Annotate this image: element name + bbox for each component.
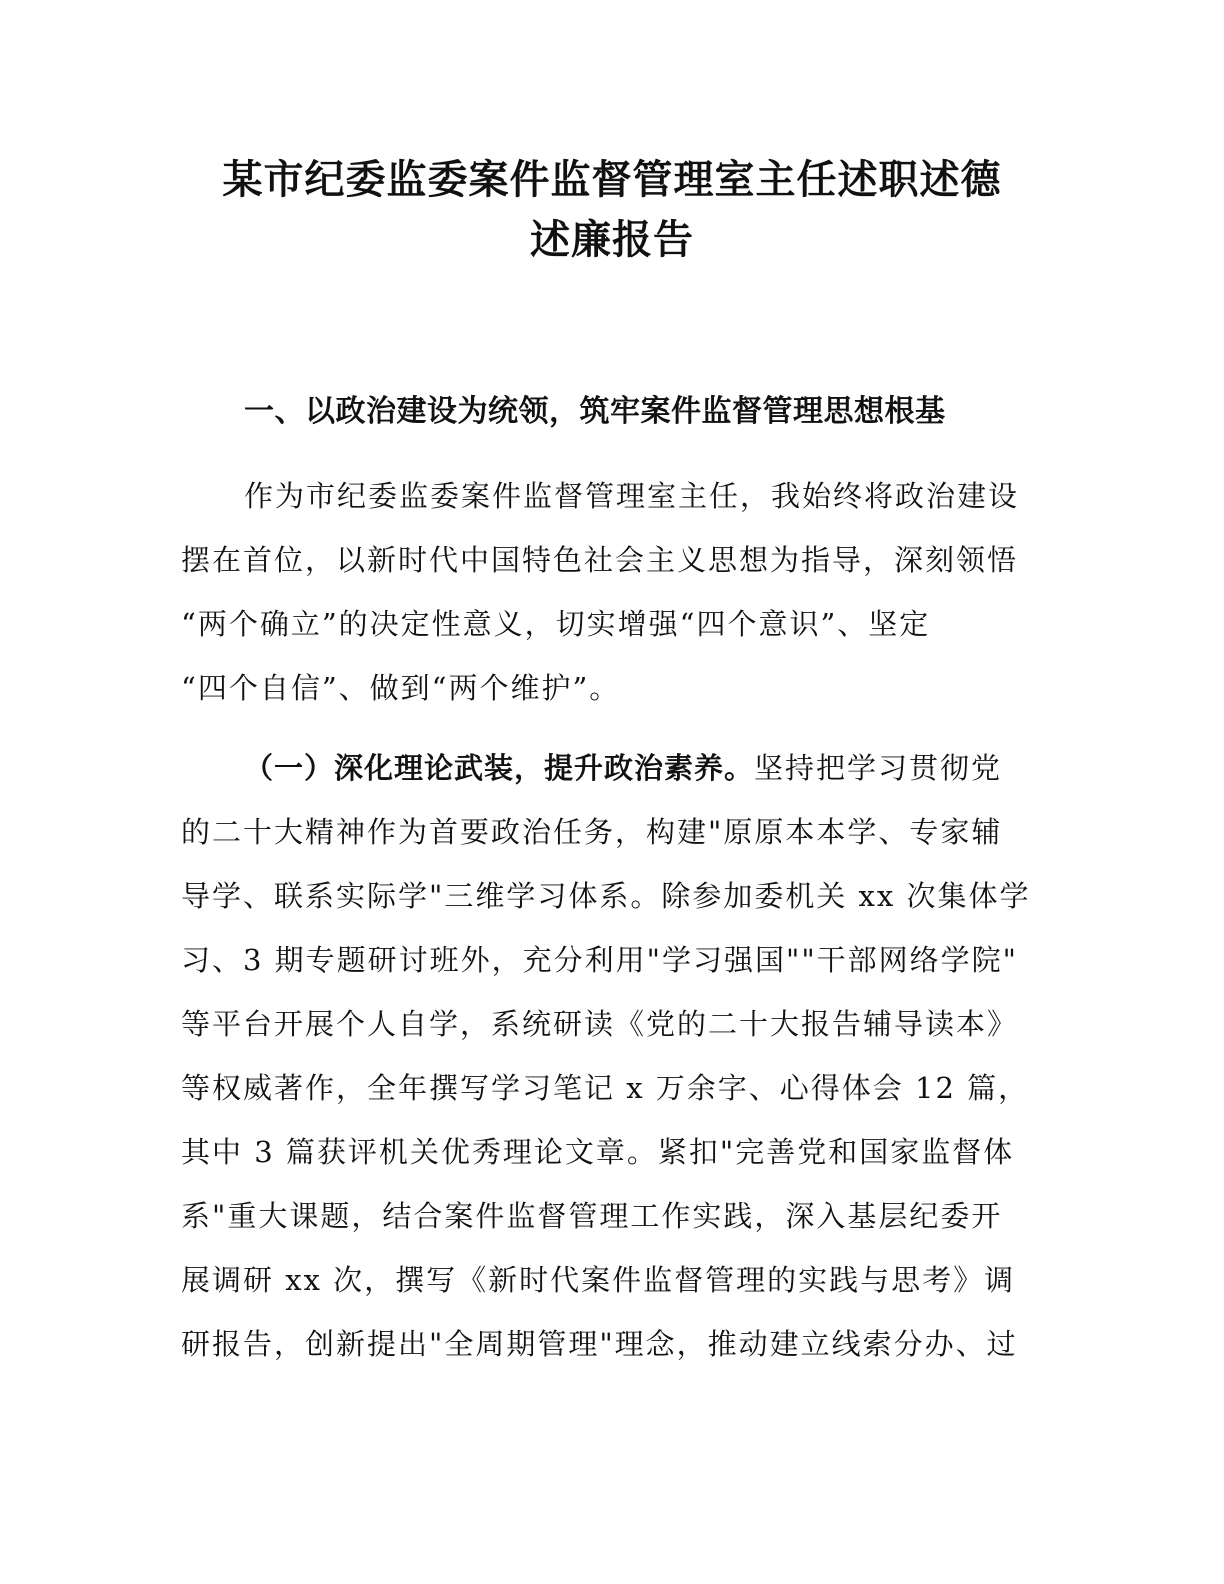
paragraph-line: 导学、联系实际学"三维学习体系。除参加委机关 xx 次集体学	[181, 879, 1031, 913]
paragraph-line: 等平台开展个人自学，系统研读《党的二十大报告辅导读本》	[181, 1007, 1019, 1041]
paragraph-line: 习、3 期专题研讨班外，充分利用"学习强国""干部网络学院"	[181, 943, 1019, 977]
paragraph-text: 坚持把学习贯彻党	[754, 751, 1003, 785]
subsection-lead: （一）深化理论武装，提升政治素养。	[244, 751, 755, 785]
paragraph-line: “两个确立”的决定性意义，切实增强“四个意识”、坚定	[181, 607, 931, 641]
title-line-2: 述廉报告	[530, 217, 694, 263]
paragraph-line: 研报告，创新提出"全周期管理"理念，推动建立线索分办、过	[181, 1327, 1018, 1361]
paragraph-line: 展调研 xx 次，撰写《新时代案件监督管理的实践与思考》调	[181, 1263, 1016, 1297]
paragraph-line: 的二十大精神作为首要政治任务，构建"原原本本学、专家辅	[181, 815, 1003, 849]
document-title	[150, 150, 1074, 270]
title-line-1: 某市纪委监委案件监督管理室主任述职述德	[222, 157, 1002, 203]
paragraph-line: “四个自信”、做到“两个维护”。	[181, 671, 621, 705]
paragraph-line: 其中 3 篇获评机关优秀理论文章。紧扣"完善党和国家监督体	[181, 1135, 1015, 1169]
paragraph-line: 摆在首位，以新时代中国特色社会主义思想为指导，深刻领悟	[181, 543, 1019, 577]
paragraph-line: 作为市纪委监委案件监督管理室主任，我始终将政治建设	[244, 479, 1020, 513]
paragraph-intro	[181, 464, 1041, 720]
paragraph-line: 等权威著作，全年撰写学习笔记 x 万余字、心得体会 12 篇，	[181, 1071, 1030, 1105]
paragraph-theory	[181, 736, 1041, 1376]
section-heading: 一、以政治建设为统领，筑牢案件监督管理思想根基	[244, 394, 946, 429]
paragraph-line: 系"重大课题，结合案件监督管理工作实践，深入基层纪委开	[181, 1199, 1003, 1233]
paragraph-line	[181, 736, 1041, 800]
